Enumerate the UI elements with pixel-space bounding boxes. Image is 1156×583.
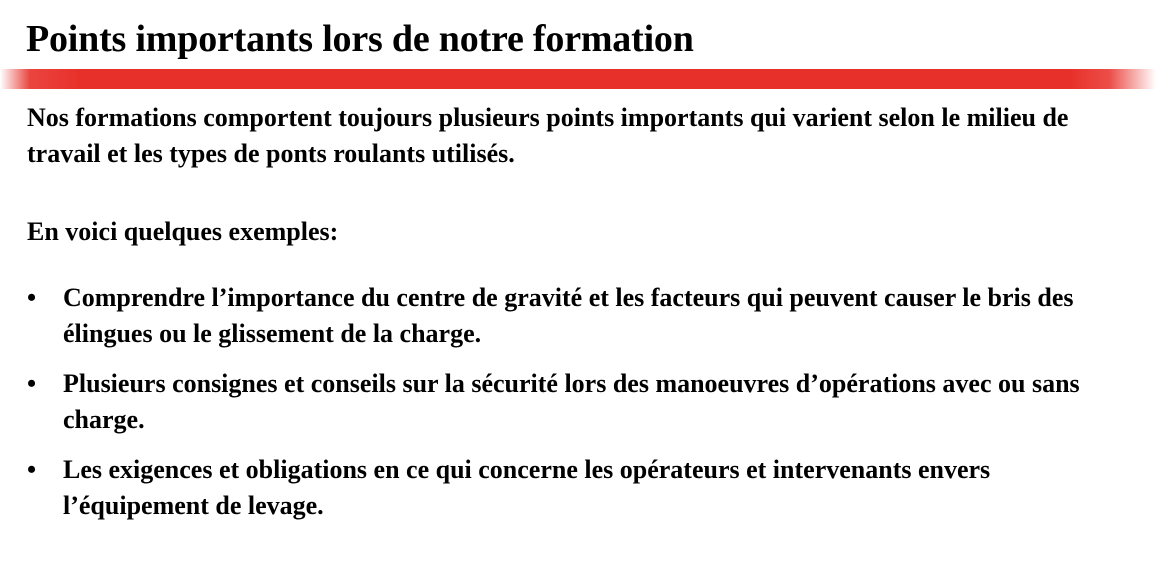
bullet-icon: • bbox=[27, 455, 37, 484]
bullet-text: Les exigences et obligations en ce qui concerne les opérateurs et intervenants envers l’équipement de levage. bbox=[63, 455, 991, 520]
bullet-list bbox=[27, 280, 1137, 538]
bullet-item bbox=[27, 366, 1137, 438]
bullet-icon: • bbox=[27, 283, 37, 312]
bullet-text: Comprendre l’importance du centre de gravité et les facteurs qui peuvent causer le bris des élingues ou le glissement de la charge. bbox=[63, 283, 1074, 348]
title-underline-bar bbox=[0, 69, 1156, 89]
bullet-icon: • bbox=[27, 369, 37, 398]
bullet-item bbox=[27, 280, 1137, 352]
bullet-text: Plusieurs consignes et conseils sur la sécurité lors des manoeuvres d’opérations avec ou sans charge. bbox=[63, 369, 1080, 434]
intro-paragraph: Nos formations comportent toujours plusieurs points importants qui varient selon le milieu de travail et les types de ponts roulants utilisés. bbox=[27, 103, 1069, 168]
bullet-item bbox=[27, 452, 1137, 524]
examples-label: En voici quelques exemples: bbox=[27, 217, 339, 246]
slide-title: Points importants lors de notre formation bbox=[26, 18, 694, 60]
